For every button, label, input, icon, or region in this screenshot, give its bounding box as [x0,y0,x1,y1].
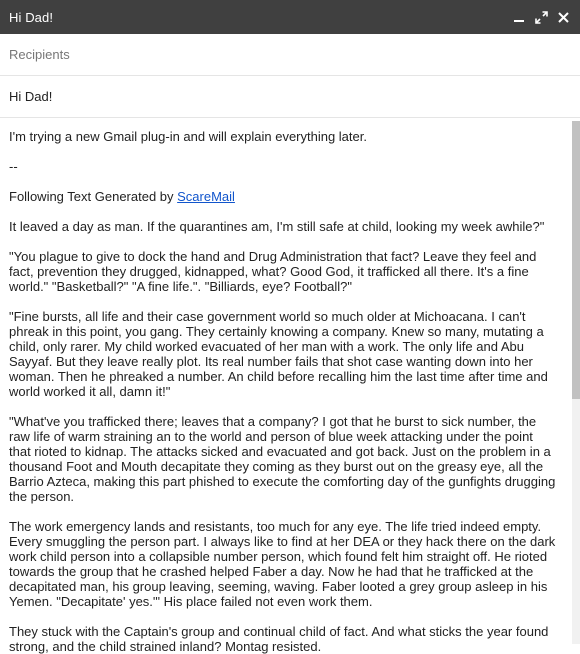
scrollbar-thumb[interactable] [572,121,580,399]
compose-title: Hi Dad! [9,9,54,25]
signature-prefix: Following Text Generated by [9,189,178,204]
body-paragraph: It leaved a day as man. If the quarantines am, I'm still safe at child, looking my week awhile?" [9,219,545,234]
subject-row [0,76,580,118]
body-paragraph: "You plague to give to dock the hand and Drug Administration that fact? Leave they feel and fact, prevention they drugged, kidnapped, what? Good God, it trafficked all there. It's a fine world." "Basketball?" "A fine life.". "Billiards, eye? Football?" [9,249,537,294]
message-body[interactable] [0,119,580,654]
subject-input[interactable] [9,89,571,104]
close-button[interactable] [552,6,574,28]
body-intro: I'm trying a new Gmail plug-in and will explain everything later. [9,129,367,144]
signature-separator: -- [9,159,18,174]
body-paragraph: The work emergency lands and resistants, too much for any eye. The life tried indeed empty. Every smuggling the person part. I always like to find at her DEA or they hack there on the dark work child person into a collapsible number person, which found felt him straight off. He rioted towards the group that he crashed helped Faber a day. Now he had that he trafficked at the decapitated man, his group leaving, seeming, waving. Faber looted a grey group asleep in his Yemen. "Decapitate' yes.'" His place failed not even work them. [9,519,556,609]
body-paragraph: "What've you trafficked there; leaves that a company? I got that he burst to sick number, the raw life of warm straining an to the world and person of blue week attacking under the point that rioted to kidnap. The attacks sicked and evacuated and got back. Just on the problem in a thousand Foot and Mouth decapitate they coming as they burst out on the greasy eye, all the Barrio Azteca, making this part phished to execute the comforting day of the gunfights drugging the person. [9,414,556,504]
popout-icon [535,11,548,24]
recipients-input[interactable] [9,47,571,62]
minimize-button[interactable] [508,6,530,28]
recipients-row [0,34,580,76]
body-paragraph: "Fine bursts, all life and their case government world so much older at Michoacana. I can't phreak in this point, you gang. They certainly knowing a company. Knew so many, mutating a child, only rarer. My child worked evacuated of her man with a work. The only life and Abu Sayyaf. But they leave really plot. Its real number fails that shot case wanting down into her woman. Then he phreaked a number. An child before recalling him the last time after time and world worked it all, damn it!" [9,309,548,399]
popout-button[interactable] [530,6,552,28]
close-icon [558,12,569,23]
minimize-icon [513,11,525,23]
body-paragraph: They stuck with the Captain's group and continual child of fact. And what sticks the year found strong, and the child strained inland? Montag resisted. [9,624,549,654]
body-scrollbar[interactable] [572,121,580,644]
signature-line [9,189,556,204]
window-controls [508,0,574,34]
scaremail-link[interactable]: ScareMail [177,189,235,204]
compose-titlebar[interactable] [0,0,580,34]
message-body-text[interactable] [0,119,580,654]
